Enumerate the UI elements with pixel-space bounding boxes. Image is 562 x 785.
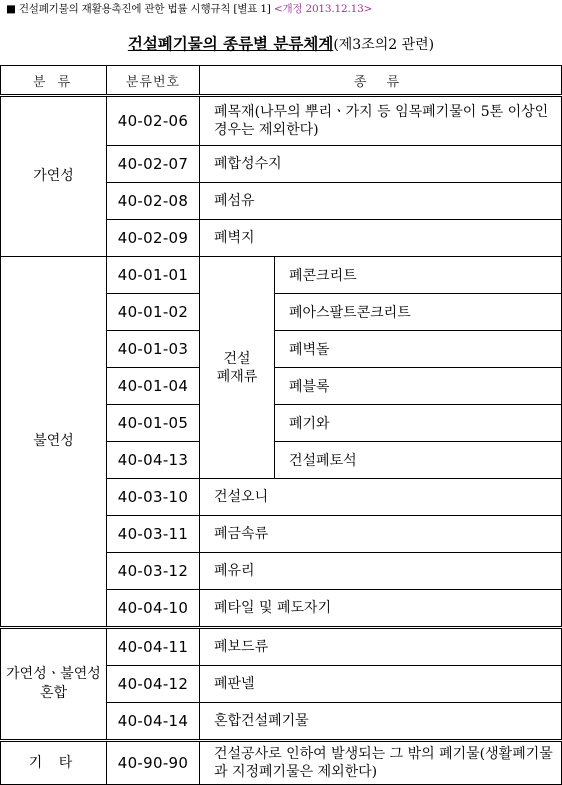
group-combustible: 가연성 <box>1 96 107 257</box>
code-cell: 40-04-11 <box>107 628 200 666</box>
code-cell: 40-01-05 <box>107 405 200 442</box>
code-cell: 40-03-11 <box>107 516 200 553</box>
type-cell: 혼합건설폐기물 <box>200 703 562 741</box>
column-header-type: 종 류 <box>200 66 562 96</box>
page-title <box>0 32 562 54</box>
code-cell: 40-01-01 <box>107 257 200 294</box>
type-cell: 건설오니 <box>200 479 562 516</box>
table-row <box>1 96 562 146</box>
type-cell: 폐금속류 <box>200 516 562 553</box>
type-cell: 폐섬유 <box>200 183 562 220</box>
code-cell: 40-01-03 <box>107 331 200 368</box>
code-cell: 40-01-02 <box>107 294 200 331</box>
group-mixed <box>1 628 107 741</box>
table-row <box>1 257 562 294</box>
classification-table <box>0 65 562 785</box>
category-line-1: 건설 <box>223 350 251 367</box>
type-cell: 폐보드류 <box>200 628 562 666</box>
code-cell: 40-04-10 <box>107 590 200 628</box>
type-cell: 폐판넬 <box>200 666 562 703</box>
code-cell: 40-01-04 <box>107 368 200 405</box>
type-cell: 폐벽지 <box>200 220 562 257</box>
amendment-date: <개정 2013.12.13> <box>273 3 373 15</box>
code-cell: 40-03-12 <box>107 553 200 590</box>
type-cell: 폐기와 <box>275 405 562 442</box>
type-cell: 폐유리 <box>200 553 562 590</box>
code-cell: 40-90-90 <box>107 741 200 785</box>
type-cell: 폐타일 및 폐도자기 <box>200 590 562 628</box>
type-cell: 폐벽돌 <box>275 331 562 368</box>
table-row <box>1 628 562 666</box>
code-cell: 40-04-14 <box>107 703 200 741</box>
document-header <box>6 1 372 16</box>
type-cell: 폐목재(나무의 뿌리ㆍ가지 등 임목폐기물이 5톤 이상인 경우는 제외한다) <box>200 96 562 146</box>
code-cell: 40-02-08 <box>107 183 200 220</box>
type-cell: 폐블록 <box>275 368 562 405</box>
type-cell: 건설공사로 인하여 발생되는 그 밖의 폐기물(생활폐기물과 지정폐기물은 제외한다) <box>200 741 562 785</box>
title-main: 건설폐기물의 종류별 분류체계 <box>127 35 334 53</box>
code-cell: 40-02-06 <box>107 96 200 146</box>
column-header-group: 분 류 <box>1 66 107 96</box>
code-cell: 40-02-09 <box>107 220 200 257</box>
construction-waste-category <box>200 257 275 479</box>
group-mixed-line-1: 가연성ㆍ불연성 <box>6 666 101 682</box>
type-cell: 건설폐토석 <box>275 442 562 479</box>
code-cell: 40-03-10 <box>107 479 200 516</box>
title-sub: (제3조의2 관련) <box>333 37 435 53</box>
type-cell: 폐콘크리트 <box>275 257 562 294</box>
category-line-2: 폐재류 <box>216 368 258 385</box>
type-cell: 폐합성수지 <box>200 146 562 183</box>
code-cell: 40-02-07 <box>107 146 200 183</box>
code-cell: 40-04-13 <box>107 442 200 479</box>
group-etc: 기 타 <box>1 741 107 785</box>
group-noncombustible: 불연성 <box>1 257 107 628</box>
type-cell: 폐아스팔트콘크리트 <box>275 294 562 331</box>
code-cell: 40-04-12 <box>107 666 200 703</box>
group-mixed-line-2: 혼합 <box>39 685 68 701</box>
table-header-row <box>1 66 562 96</box>
column-header-code: 분류번호 <box>107 66 200 96</box>
law-reference: ■ 건설폐기물의 재활용촉진에 관한 법률 시행규칙 [별표 1] <box>6 3 271 15</box>
